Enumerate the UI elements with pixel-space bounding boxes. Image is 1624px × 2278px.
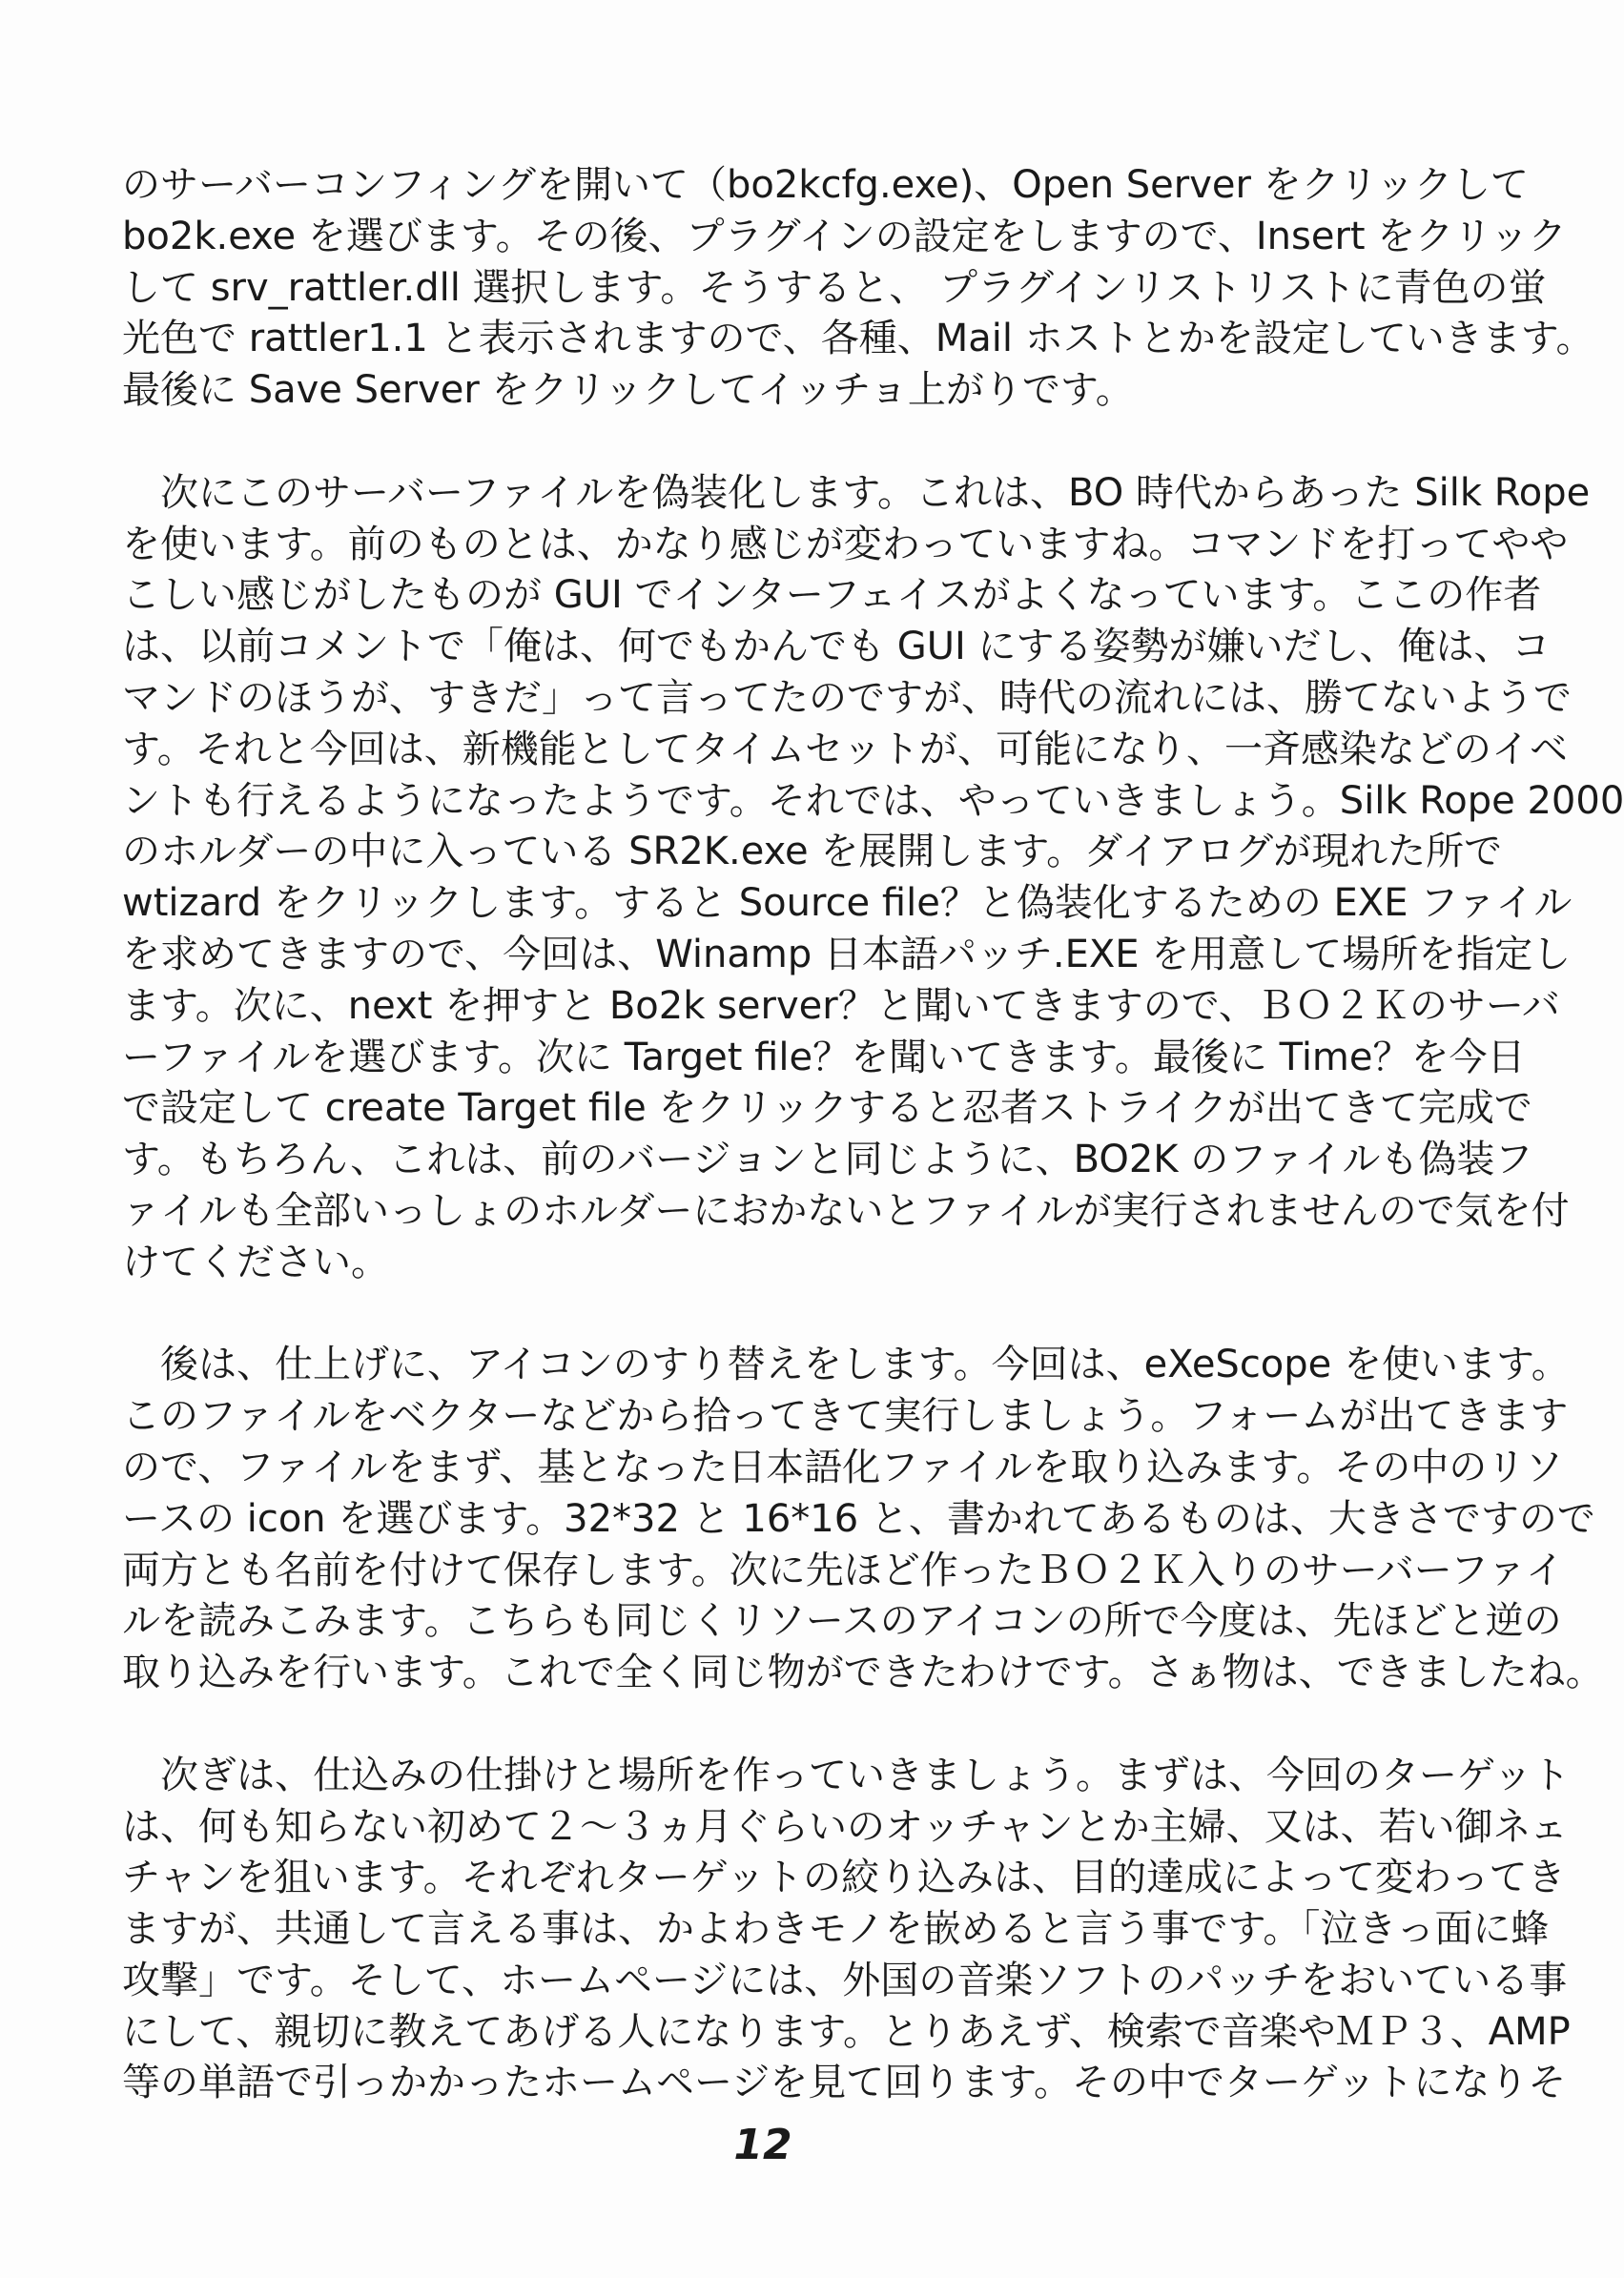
text-line: ントも行えるようになったようです。それでは、やっていきましょう。Silk Rope 2000 [122, 778, 1624, 823]
text-line: 両方とも名前を付けて保存します。次に先ほど作ったＢＯ２Ｋ入りのサーバーファイ [122, 1548, 1564, 1592]
text-line: 次ぎは、仕込みの仕掛けと場所を作っていきましょう。まずは、今回のターゲット [160, 1753, 1571, 1797]
text-line: ので、ファイルをまず、基となった日本語化ファイルを取り込みます。その中のリソ [122, 1445, 1564, 1489]
text-line: ますが、共通して言える事は、かよわきモノを嵌めると言う事です。「泣きっ面に蜂 [122, 1907, 1550, 1952]
text-line: 次にこのサーバーファイルを偽装化します。これは、BO 時代からあった Silk Rope [160, 470, 1591, 515]
text-line: を求めてきますので、今回は、Winamp 日本語パッチ.EXE を用意して場所を指定し [122, 932, 1572, 976]
text-line: して srv_rattler.dll 選択します。そうすると、 プラグインリストリストに青色の蛍 [122, 265, 1547, 310]
document-body [122, 160, 1624, 2109]
text-line: 最後に Save Server をクリックしてイッチョ上がりです。 [122, 368, 1134, 413]
text-line: bo2k.exe を選びます。その後、プラグインの設定をしますので、Insert をクリック [122, 214, 1567, 258]
text-line: のホルダーの中に入っている SR2K.exe を展開します。ダイアログが現れた所で [122, 830, 1503, 874]
text-line: このファイルをベクターなどから拾ってきて実行しましょう。フォームが出てきます [122, 1394, 1569, 1439]
paragraph [122, 1751, 1571, 2110]
page-number: 12 [733, 2121, 792, 2169]
text-line: チャンを狙います。それぞれターゲットの絞り込みは、目的達成によって変わってき [122, 1856, 1566, 1900]
text-line: は、何も知らない初めて２～３ヵ月ぐらいのオッチャンとか主婦、又は、若い御ネェ [122, 1804, 1568, 1849]
text-line: を使います。前のものとは、かなり感じが変わっていますね。コマンドを打ってやや [122, 522, 1569, 566]
text-line: ーファイルを選びます。次に Target file？を聞いてきます。最後に Time？を今日 [122, 1035, 1526, 1079]
paragraph [122, 468, 1624, 1289]
text-line: 取り込みを行います。これで全く同じ物ができたわけです。さぁ物は、できましたね。 [122, 1651, 1604, 1695]
text-line: にして、親切に教えてあげる人になります。とりあえず、検索で音楽やＭＰ３、AMP [122, 2009, 1571, 2054]
text-line: す。それと今回は、新機能としてタイムセットが、可能になり、一斉感染などのイベ [122, 727, 1568, 771]
text-line: ァイルも全部いっしょのホルダーにおかないとファイルが実行されませんので気を付 [122, 1188, 1570, 1233]
text-line: マンドのほうが、すきだ」って言ってたのですが、時代の流れには、勝てないようで [122, 675, 1572, 720]
text-line: こしい感じがしたものが GUI でインターフェイスがよくなっています。ここの作者 [122, 573, 1542, 618]
text-line: けてください。 [122, 1240, 389, 1284]
text-line: 攻撃」です。そして、ホームページには、外国の音楽ソフトのパッチをおいている事 [122, 1958, 1568, 2002]
text-line: は、以前コメントで「俺は、何でもかんでも GUI にする姿勢が嫌いだし、俺は、コ [122, 625, 1551, 669]
text-line: 等の単語で引っかかったホームページを見て回ります。その中でターゲットになりそ [122, 2061, 1567, 2105]
text-line: wtizard をクリックします。すると Source file？と偽装化するための EXE ファイル [122, 881, 1573, 926]
text-line: ます。次に、next を押すと Bo2k server？と聞いてきますので、ＢＯ２Ｋのサーバ [122, 983, 1560, 1028]
paragraph [122, 160, 1594, 417]
text-line: 光色で rattler1.1 と表示されますので、各種、Mail ホストとかを設定していきます。 [122, 317, 1594, 361]
text-line: ースの icon を選びます。32*32 と 16*16 と、書かれてあるものは、大きさですので [122, 1496, 1595, 1541]
paragraph [122, 1340, 1604, 1699]
text-line: 後は、仕上げに、アイコンのすり替えをします。今回は、eXeScope を使います。 [160, 1343, 1570, 1387]
text-line: で設定して create Target file をクリックすると忍者ストライクが出てきて完成で [122, 1086, 1532, 1131]
text-line: す。もちろん、これは、前のバージョンと同じように、BO2K のファイルも偽装フ [122, 1138, 1533, 1182]
text-line: のサーバーコンフィングを開いて（bo2kcfg.exe)、Open Server をクリックして [122, 163, 1530, 207]
text-line: ルを読みこみます。こちらも同じくリソースのアイコンの所で今度は、先ほどと逆の [122, 1599, 1562, 1644]
